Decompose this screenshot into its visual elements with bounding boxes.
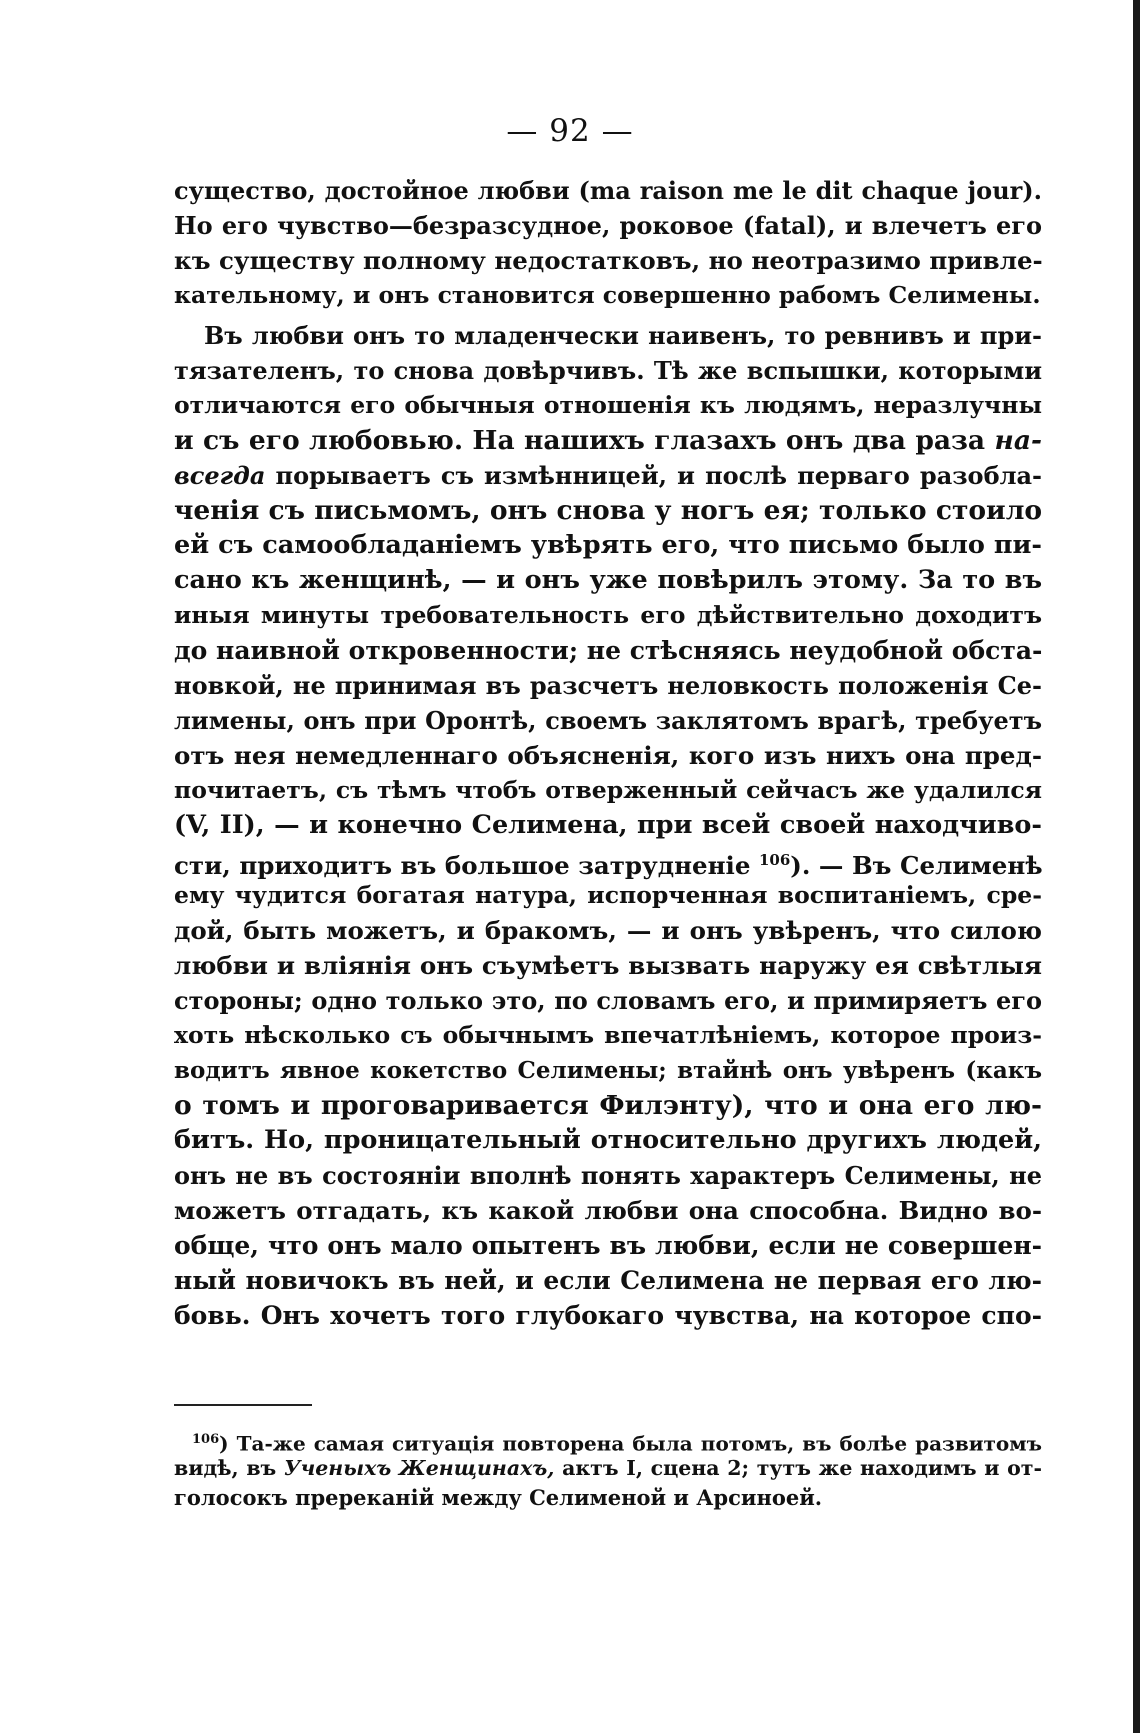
text-line: бовь. Онъ хочетъ того глубокаго чувства, на которое спо- (174, 1301, 1042, 1330)
text-line: иныя минуты требовательность его дѣйствительно доходитъ (174, 601, 1042, 629)
text-line: любви и вліянія онъ съумѣетъ вызвать наружу ея свѣтлыя (174, 951, 1042, 980)
text-line: Но его чувство—безразсудное, роковое (fatal), и влечетъ его (174, 211, 1042, 240)
text-line: дой, быть можетъ, и бракомъ, — и онъ увѣренъ, что силою (174, 916, 1042, 945)
text-run: и съ его любовью. На нашихъ глазахъ онъ два раза (174, 425, 986, 456)
text-line: (V, II), — и конечно Селимена, при всей своей находчиво- (174, 810, 1042, 840)
text-line: новкой, не принимая въ разсчетъ неловкость положенія Се- (174, 671, 1042, 700)
text-line: обще, что онъ мало опытенъ въ любви, если не совершен- (174, 1231, 1042, 1260)
text-run: ) Та-же самая ситуація повторена была потомъ, въ болѣе развитомъ (219, 1431, 1042, 1456)
text-line: существо, достойное любви (ma raison me le dit chaque jour). (174, 176, 1042, 205)
text-line: тязателенъ, то снова довѣрчивъ. Тѣ же вспышки, которыми (174, 356, 1042, 385)
text-line: онъ не въ состояніи вполнѣ понять характеръ Селимены, не (174, 1161, 1042, 1190)
footnote-divider (174, 1404, 312, 1406)
page-number: — 92 — (506, 113, 634, 149)
text-line: кательному, и онъ становится совершенно рабомъ Селимены. (174, 281, 1041, 309)
text-line: отъ нея немедленнаго объясненія, кого изъ нихъ она пред- (174, 741, 1042, 770)
text-line: водитъ явное кокетство Селимены; втайнѣ онъ увѣренъ (какъ (174, 1057, 1042, 1084)
footnote-line: голосокъ пререканій между Селименой и Арсиноей. (174, 1485, 823, 1510)
italic-title: Ученыхъ Женщинахъ, (283, 1456, 555, 1480)
footnote-line (174, 1454, 1042, 1483)
footnote-reference: 106 (758, 851, 791, 869)
text-line-with-note (174, 843, 1043, 881)
page-edge-shadow (1133, 0, 1140, 1733)
text-line: почитаетъ, съ тѣмъ чтобъ отверженный сейчасъ же удалился (174, 776, 1042, 804)
text-line: сано къ женщинѣ, — и онъ уже повѣрилъ этому. За то въ (174, 565, 1042, 595)
text-run: актъ I, сцена 2; тутъ же находимъ и от- (562, 1456, 1042, 1480)
text-run: ). — Въ Селименѣ (790, 851, 1043, 881)
footnote-marker: 106 (192, 1432, 220, 1447)
text-line: можетъ отгадать, къ какой любви она способна. Видно во- (174, 1196, 1042, 1225)
text-line-with-italic (174, 423, 1042, 458)
paragraph-2 (174, 318, 1042, 1333)
text-line: лимены, онъ при Оронтѣ, своемъ заклятомъ врагѣ, требуетъ (174, 706, 1042, 735)
text-line: ей съ самообладаніемъ увѣрять его, что письмо было пи- (174, 530, 1042, 560)
text-run: сти, приходитъ въ большое затрудненіе (174, 851, 751, 881)
paragraph-1 (174, 173, 1042, 313)
footnote-line (174, 1425, 1042, 1454)
text-line: отличаются его обычныя отношенія къ людямъ, неразлучны (174, 391, 1042, 419)
text-line-with-italic (174, 458, 1042, 493)
text-line: ему чудится богатая натура, испорченная воспитаніемъ, сре- (174, 881, 1042, 909)
italic-word: всегда (174, 461, 266, 490)
text-line: о томъ и проговаривается Филэнту), что и она его лю- (174, 1090, 1042, 1121)
text-line: Въ любви онъ то младенчески наивенъ, то ревнивъ и при- (204, 321, 1042, 350)
text-line: стороны; одно только это, по словамъ его, и примиряетъ его (174, 986, 1042, 1015)
text-line: битъ. Но, проницательный относительно другихъ людей, (174, 1125, 1042, 1155)
text-line: ченія съ письмомъ, онъ снова у ногъ ея; только стоило (174, 495, 1043, 526)
italic-word: на- (994, 425, 1042, 456)
text-line: хоть нѣсколько съ обычнымъ впечатлѣніемъ, которое произ- (174, 1021, 1042, 1049)
footnote (174, 1425, 1042, 1512)
text-run: видѣ, въ (174, 1456, 277, 1480)
text-line: къ существу полному недостатковъ, но неотразимо привле- (174, 246, 1043, 275)
text-run: порываетъ съ измѣнницей, и послѣ перваго разобла- (275, 461, 1043, 490)
text-line: ный новичокъ въ ней, и если Селимена не первая его лю- (174, 1266, 1042, 1295)
text-line: до наивной откровенности; не стѣсняясь неудобной обста- (174, 636, 1043, 665)
